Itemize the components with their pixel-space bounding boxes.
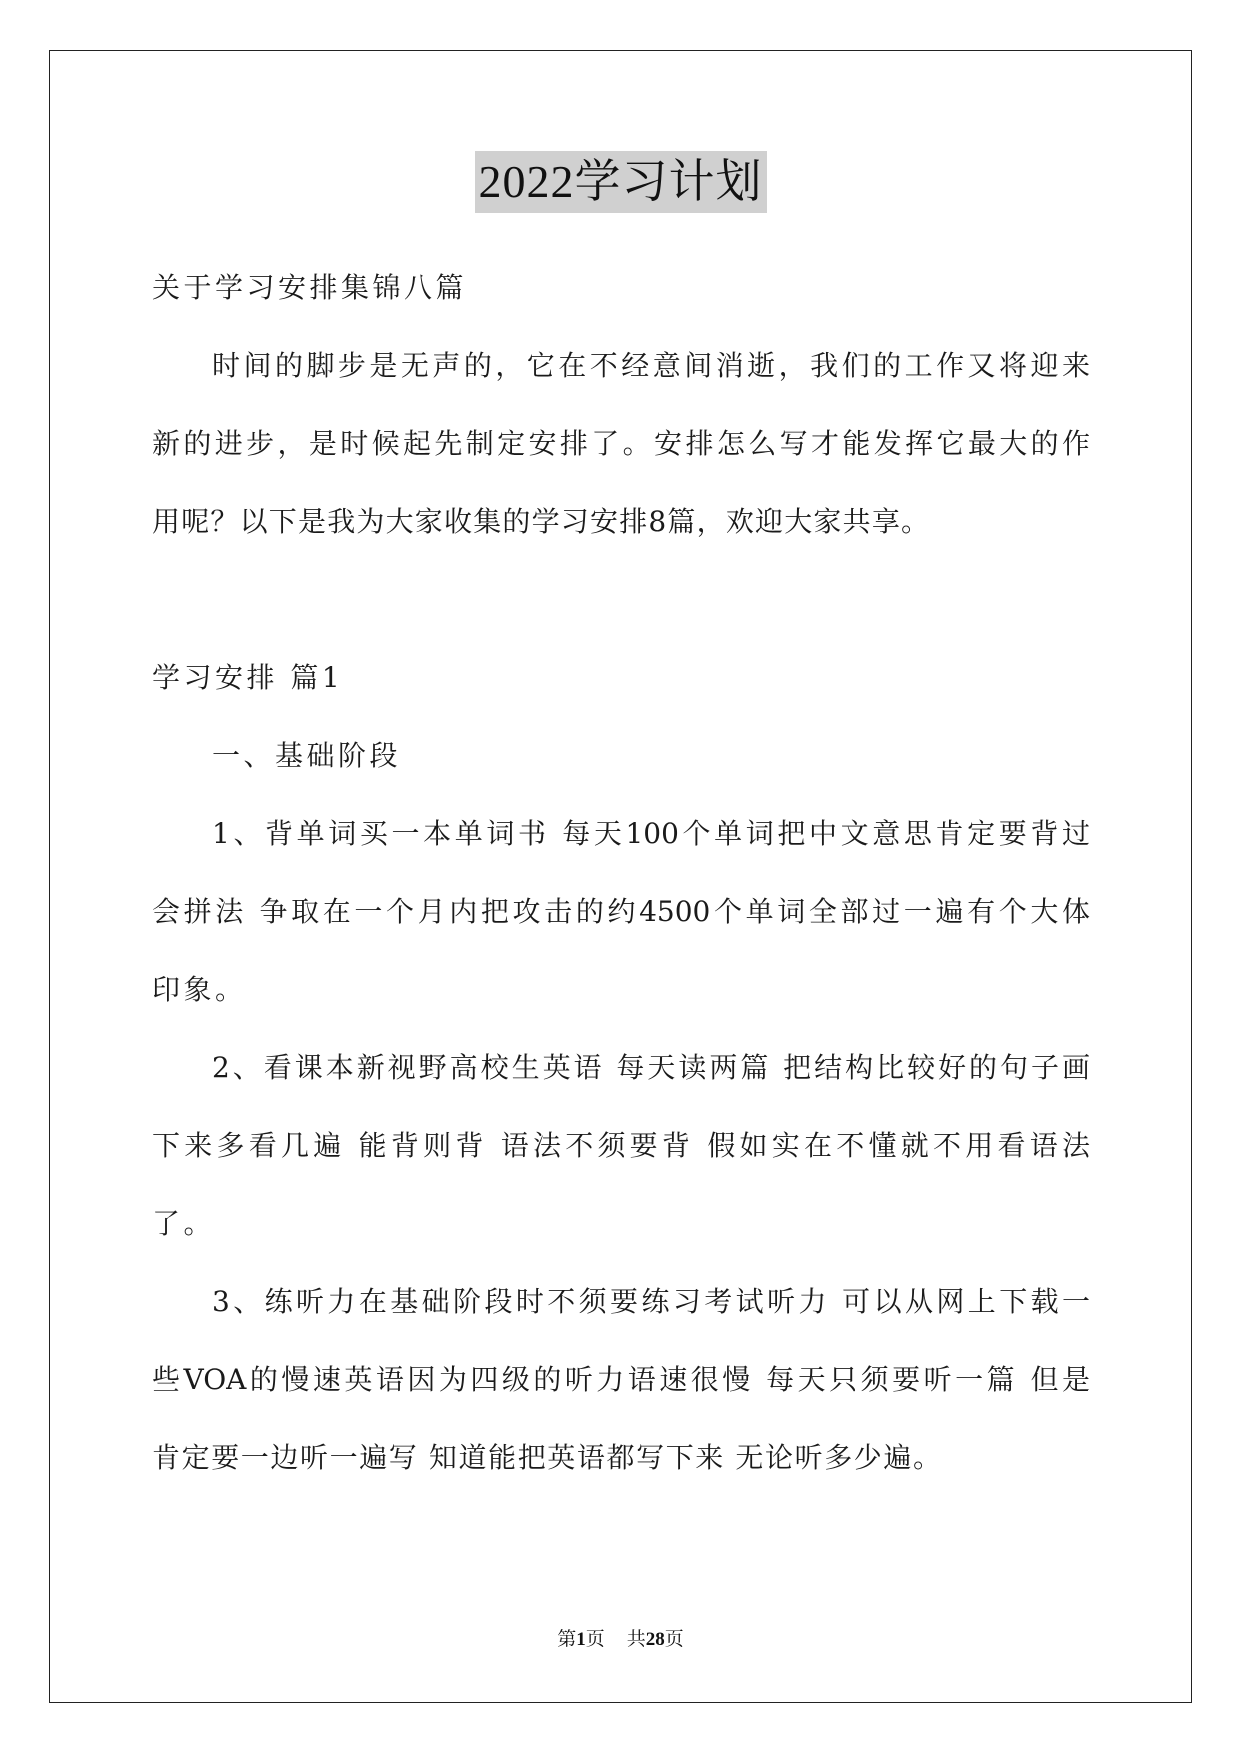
total-suffix: 页: [664, 1629, 684, 1650]
paragraph-line: 了。: [152, 1207, 216, 1240]
page-footer: [0, 1628, 1241, 1652]
page-number: 1: [576, 1629, 586, 1650]
paragraph-line: 肯定要一边听一遍写 知道能把英语都写下来 无论听多少遍。: [152, 1441, 943, 1474]
section-heading: 学习安排 篇1: [152, 661, 344, 694]
paragraph-line: 些VOA的慢速英语因为四级的听力语速很慢 每天只须要听一篇 但是: [152, 1363, 1090, 1396]
paragraph-line: 会拼法 争取在一个月内把攻击的约4500个单词全部过一遍有个大体: [152, 895, 1090, 928]
paragraph-line: 2、看课本新视野高校生英语 每天读两篇 把结构比较好的句子画: [212, 1051, 1090, 1084]
document-subtitle: 关于学习安排集锦八篇: [152, 271, 468, 304]
intro-line: 用呢？以下是我为大家收集的学习安排8篇，欢迎大家共享。: [152, 505, 931, 538]
document-title: 2022学习计划: [475, 151, 767, 213]
intro-line: 新的进步，是时候起先制定安排了。安排怎么写才能发挥它最大的作: [152, 427, 1090, 460]
paragraph-line: 1、背单词买一本单词书 每天100个单词把中文意思肯定要背过: [212, 817, 1090, 850]
page-suffix: 页: [585, 1629, 605, 1650]
title-wrap: [0, 151, 1241, 213]
paragraph-line: 3、练听力在基础阶段时不须要练习考试听力 可以从网上下载一: [212, 1285, 1090, 1318]
total-pages: 28: [645, 1629, 665, 1650]
total-prefix: 共: [626, 1629, 646, 1650]
paragraph-line: 印象。: [152, 973, 247, 1006]
page-prefix: 第: [557, 1629, 577, 1650]
intro-line: 时间的脚步是无声的，它在不经意间消逝，我们的工作又将迎来: [212, 349, 1090, 382]
paragraph-line: 下来多看几遍 能背则背 语法不须要背 假如实在不懂就不用看语法: [152, 1129, 1090, 1162]
stage-heading: 一、基础阶段: [212, 739, 402, 772]
